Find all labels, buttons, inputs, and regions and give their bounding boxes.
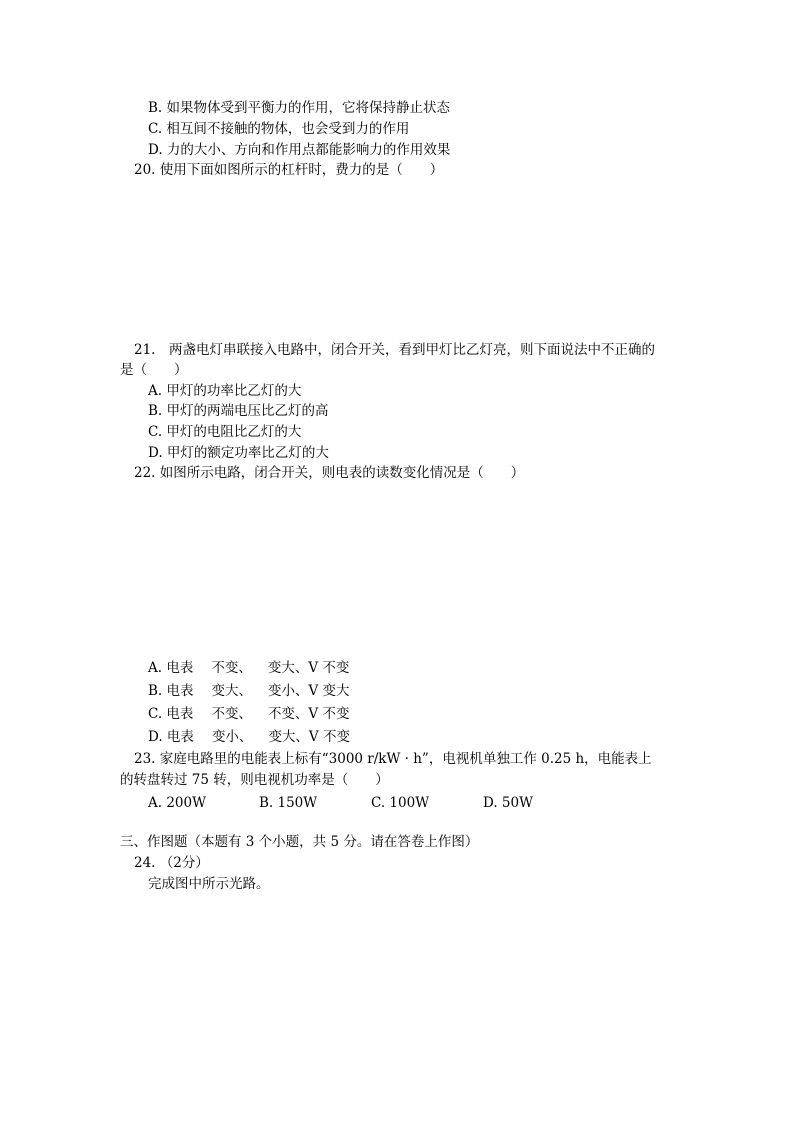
q22-option-d-letter: D. 电表: [148, 729, 194, 745]
q22-option-b-part2: 变小、V 变大: [268, 683, 350, 699]
q23-stem-line1: 23. 家庭电路里的电能表上标有“3000 r/kW · h”，电视机单独工作 0.25 h，电能表上: [134, 751, 652, 767]
q22-option-d-part2: 变大、V 不变: [268, 729, 350, 745]
q24-number: 24. （2分）: [134, 855, 209, 871]
q19-option-c: C. 相互间不接触的物体，也会受到力的作用: [148, 121, 410, 137]
q22-option-b-part1: 变大、: [211, 683, 253, 699]
q22-option-d-part1: 变小、: [211, 729, 253, 745]
q22-option-b-letter: B. 电表: [148, 683, 194, 699]
q22-option-a-letter: A. 电表: [148, 660, 194, 676]
q20-figure-area: [134, 185, 674, 335]
q21-option-c: C. 甲灯的电阻比乙灯的大: [148, 424, 302, 440]
q23-option-a: A. 200W: [148, 795, 206, 811]
q23-option-d: D. 50W: [483, 795, 533, 811]
q22-option-b: [148, 682, 350, 700]
q22-option-c-letter: C. 电表: [148, 706, 194, 722]
q22-figure-area: [134, 488, 674, 648]
q21-stem-line2: 是（ ）: [120, 362, 188, 378]
q24-stem: 完成图中所示光路。: [148, 876, 270, 892]
q20-stem: 20. 使用下面如图所示的杠杆时，费力的是（ ）: [134, 162, 444, 178]
q22-option-c-part2: 不变、V 不变: [267, 706, 350, 722]
q21-option-a: A. 甲灯的功率比乙灯的大: [148, 383, 302, 399]
q23-stem-line2: 的转盘转过 75 转，则电视机功率是（ ）: [120, 772, 389, 788]
q19-option-b: B. 如果物体受到平衡力的作用，它将保持静止状态: [148, 100, 451, 116]
q23-option-b: B. 150W: [259, 795, 318, 811]
q22-option-a: [148, 659, 349, 677]
q22-option-c: [148, 705, 349, 723]
q22-option-a-part2: 变大、V 不变: [267, 660, 350, 676]
q22-option-c-part1: 不变、: [211, 706, 252, 722]
q22-stem: 22. 如图所示电路，闭合开关，则电表的读数变化情况是（ ）: [134, 465, 525, 481]
q21-option-d: D. 甲灯的额定功率比乙灯的大: [148, 445, 329, 461]
q22-option-a-part1: 不变、: [211, 660, 252, 676]
q21-option-b: B. 甲灯的两端电压比乙灯的高: [148, 403, 329, 419]
section-3-heading: 三、作图题（本题有 3 个小题，共 5 分。请在答卷上作图）: [120, 834, 479, 850]
q23-option-c: C. 100W: [371, 795, 430, 811]
q21-stem-line1: 21. 两盏电灯串联接入电路中，闭合开关，看到甲灯比乙灯亮，则下面说法中不正确的: [134, 342, 655, 358]
q19-option-d: D. 力的大小、方向和作用点都能影响力的作用效果: [148, 142, 451, 158]
q22-option-d: [148, 728, 350, 746]
